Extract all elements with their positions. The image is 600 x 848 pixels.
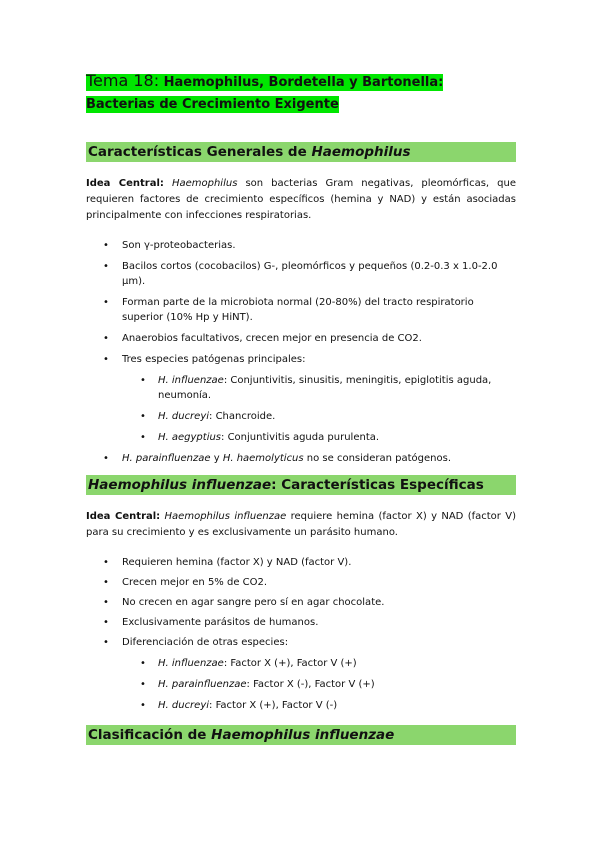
species-name: H. ducreyi (158, 700, 210, 711)
species-desc: : Factor X (+), Factor V (-) (209, 700, 338, 711)
list-item (86, 451, 516, 466)
species-desc: : Conjuntivitis, sinusitis, meningitis, epiglotitis aguda, neumonía. (158, 375, 492, 401)
species-name: H. influenzae (158, 658, 224, 669)
section-heading-species: Haemophilus influenzae (211, 727, 395, 743)
list-item: • Bacilos cortos (cocobacilos) G-, pleomórficos y pequeños (0.2-0.3 x 1.0-2.0 μm). (86, 259, 516, 289)
idea-species: Haemophilus (171, 178, 238, 189)
title-text: Haemophilus, Bordetella y Bartonella: Bacterias de Crecimiento Exigente (86, 75, 444, 112)
list-item-text: y (210, 453, 223, 464)
pathogenic-species-list (122, 373, 516, 445)
list-item (122, 409, 516, 424)
section-heading-species: Haemophilus influenzae (88, 477, 272, 493)
list-item (122, 698, 516, 713)
title-number: Tema 18: (86, 71, 160, 90)
list-item: • Son γ-proteobacterias. (86, 238, 516, 253)
specific-features-list (86, 555, 516, 713)
document-page (86, 70, 516, 745)
differentiation-list (122, 656, 516, 713)
list-item (122, 373, 516, 403)
list-item-text: Tres especies patógenas principales: (122, 354, 306, 365)
idea-text: son bacterias Gram negativas, pleomórficas, que requieren factores de crecimiento específicos (hemina y NAD) y están asociadas principalmente con infecciones respiratorias. (86, 178, 516, 221)
list-item (122, 656, 516, 671)
idea-text: requiere hemina (factor X) y NAD (factor V) para su crecimiento y es exclusivamente un parásito humano. (86, 511, 516, 538)
list-item (86, 635, 516, 713)
section-heading-text: Características Generales de (88, 144, 312, 160)
section-heading-general (86, 142, 516, 162)
idea-lead: Idea Central: (86, 178, 164, 189)
species-desc: : Factor X (+), Factor V (+) (223, 658, 357, 669)
list-item: • Anaerobios facultativos, crecen mejor en presencia de CO2. (86, 331, 516, 346)
list-item-text: Diferenciación de otras especies: (122, 637, 289, 648)
list-item-text: no se consideran patógenos. (303, 453, 452, 464)
species-name: H. ducreyi (158, 411, 210, 422)
species-desc: : Chancroide. (209, 411, 276, 422)
list-item: • Exclusivamente parásitos de humanos. (86, 615, 516, 630)
list-item (86, 352, 516, 445)
section-heading-text: Clasificación de (88, 727, 212, 743)
idea-species: Haemophilus influenzae (164, 511, 287, 522)
section-heading-text: : Características Específicas (271, 477, 484, 493)
list-item (122, 430, 516, 445)
species-desc: : Conjuntivitis aguda purulenta. (221, 432, 380, 443)
idea-lead: Idea Central: (86, 511, 161, 522)
species-name: H. aegyptius (158, 432, 222, 443)
species-name: H. influenzae (158, 375, 224, 386)
list-item: • Forman parte de la microbiota normal (20-80%) del tracto respiratorio superior (10% Hp y HiNT). (86, 295, 516, 325)
page-title (86, 70, 516, 116)
section-heading-classification (86, 725, 516, 745)
list-item (122, 677, 516, 692)
general-features-list (86, 238, 516, 466)
idea-central-paragraph (86, 509, 516, 541)
section-heading-genus: Haemophilus (311, 144, 411, 160)
idea-central-paragraph (86, 176, 516, 224)
species-name: H. parainfluenzae (158, 679, 247, 690)
list-item: • No crecen en agar sangre pero sí en agar chocolate. (86, 595, 516, 610)
species-desc: : Factor X (-), Factor V (+) (246, 679, 375, 690)
species-name: H. haemolyticus (222, 453, 304, 464)
section-heading-influenzae (86, 475, 516, 495)
list-item: • Requieren hemina (factor X) y NAD (factor V). (86, 555, 516, 570)
species-name: H. parainfluenzae (122, 453, 211, 464)
list-item: • Crecen mejor en 5% de CO2. (86, 575, 516, 590)
